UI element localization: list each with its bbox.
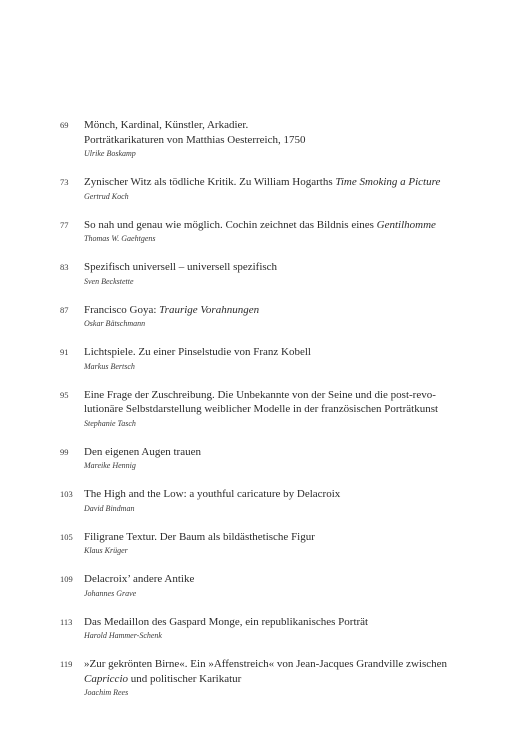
entry-author: Oskar Bätschmann [84,319,146,328]
page-number: 87 [60,304,69,315]
entry-title-line-2: Capriccio und politischer Karikatur [84,672,242,685]
entry-title: Francisco Goya: Traurige Vorahnungen [84,303,260,316]
page-number: 103 [60,489,73,499]
page-number: 105 [60,531,73,542]
entry-author: Markus Bertsch [84,361,135,371]
entry-author: Mareike Hennig [84,461,136,470]
toc-entry[interactable] [0,175,531,203]
entry-author: Ulrike Boskamp [84,149,136,158]
entry-title: Das Medaillon des Gaspard Monge, ein republikanisches Porträt [84,615,369,628]
toc-entry[interactable] [0,260,531,288]
entry-author: Thomas W. Gaehtgens [84,234,156,243]
toc-entry[interactable] [0,487,531,515]
entry-title: Eine Frage der Zuschreibung. Die Unbekannte von der Seine und die post-revo- [84,388,436,401]
entry-title-line-2: lutionäre Selbstdarstellung weiblicher Modelle in der französischen Porträtkunst [84,403,439,415]
toc-entry[interactable] [0,388,531,430]
page-number: 113 [60,616,73,627]
table-of-contents [0,118,531,714]
page-number: 119 [60,659,73,669]
entry-title: Mönch, Kardinal, Künstler, Arkadier. [84,119,249,131]
toc-entry[interactable] [0,218,531,246]
entry-author: Klaus Krüger [84,546,128,555]
toc-entry[interactable] [0,445,531,473]
entry-author: Harold Hammer-Schenk [84,631,162,640]
page-number: 69 [60,120,69,130]
entry-title: Delacroix’ andere Antike [84,573,195,585]
entry-title: So nah und genau wie möglich. Cochin zeichnet das Bildnis eines Gentilhomme [84,218,436,231]
page-number: 77 [60,219,69,230]
entry-title: Spezifisch universell – universell spezifisch [84,261,278,273]
page-number: 95 [60,389,69,400]
page-number: 109 [60,574,73,584]
entry-author: Johannes Grave [84,588,137,598]
toc-entry[interactable] [0,118,531,160]
toc-entry[interactable] [0,303,531,331]
entry-author: Sven Beckstette [84,276,134,286]
entry-author: Gertrud Koch [84,191,129,201]
entry-title: Zynischer Witz als tödliche Kritik. Zu William Hogarths Time Smoking a Picture [84,176,441,188]
entry-author: Stephanie Tasch [84,418,136,428]
page-number: 73 [60,177,69,187]
entry-title-line-2: Porträtkarikaturen von Matthias Oesterreich, 1750 [84,133,306,146]
toc-entry[interactable] [0,572,531,600]
entry-title: Lichtspiele. Zu einer Pinselstudie von Franz Kobell [84,346,311,358]
entry-title: The High and the Low: a youthful caricature by Delacroix [84,488,341,500]
entry-title: Den eigenen Augen trauen [84,445,201,458]
entry-author: Joachim Rees [84,688,129,697]
page-number: 83 [60,262,69,272]
entry-title: »Zur gekrönten Birne«. Ein »Affenstreich« von Jean-Jacques Grandville zwischen [84,658,447,670]
entry-title: Filigrane Textur. Der Baum als bildästhetische Figur [84,530,315,543]
toc-entry[interactable] [0,657,531,699]
page-number: 99 [60,446,69,457]
toc-entry[interactable] [0,345,531,373]
toc-entry[interactable] [0,615,531,643]
page-number: 91 [60,347,69,357]
entry-author: David Bindman [84,503,135,513]
toc-entry[interactable] [0,530,531,558]
